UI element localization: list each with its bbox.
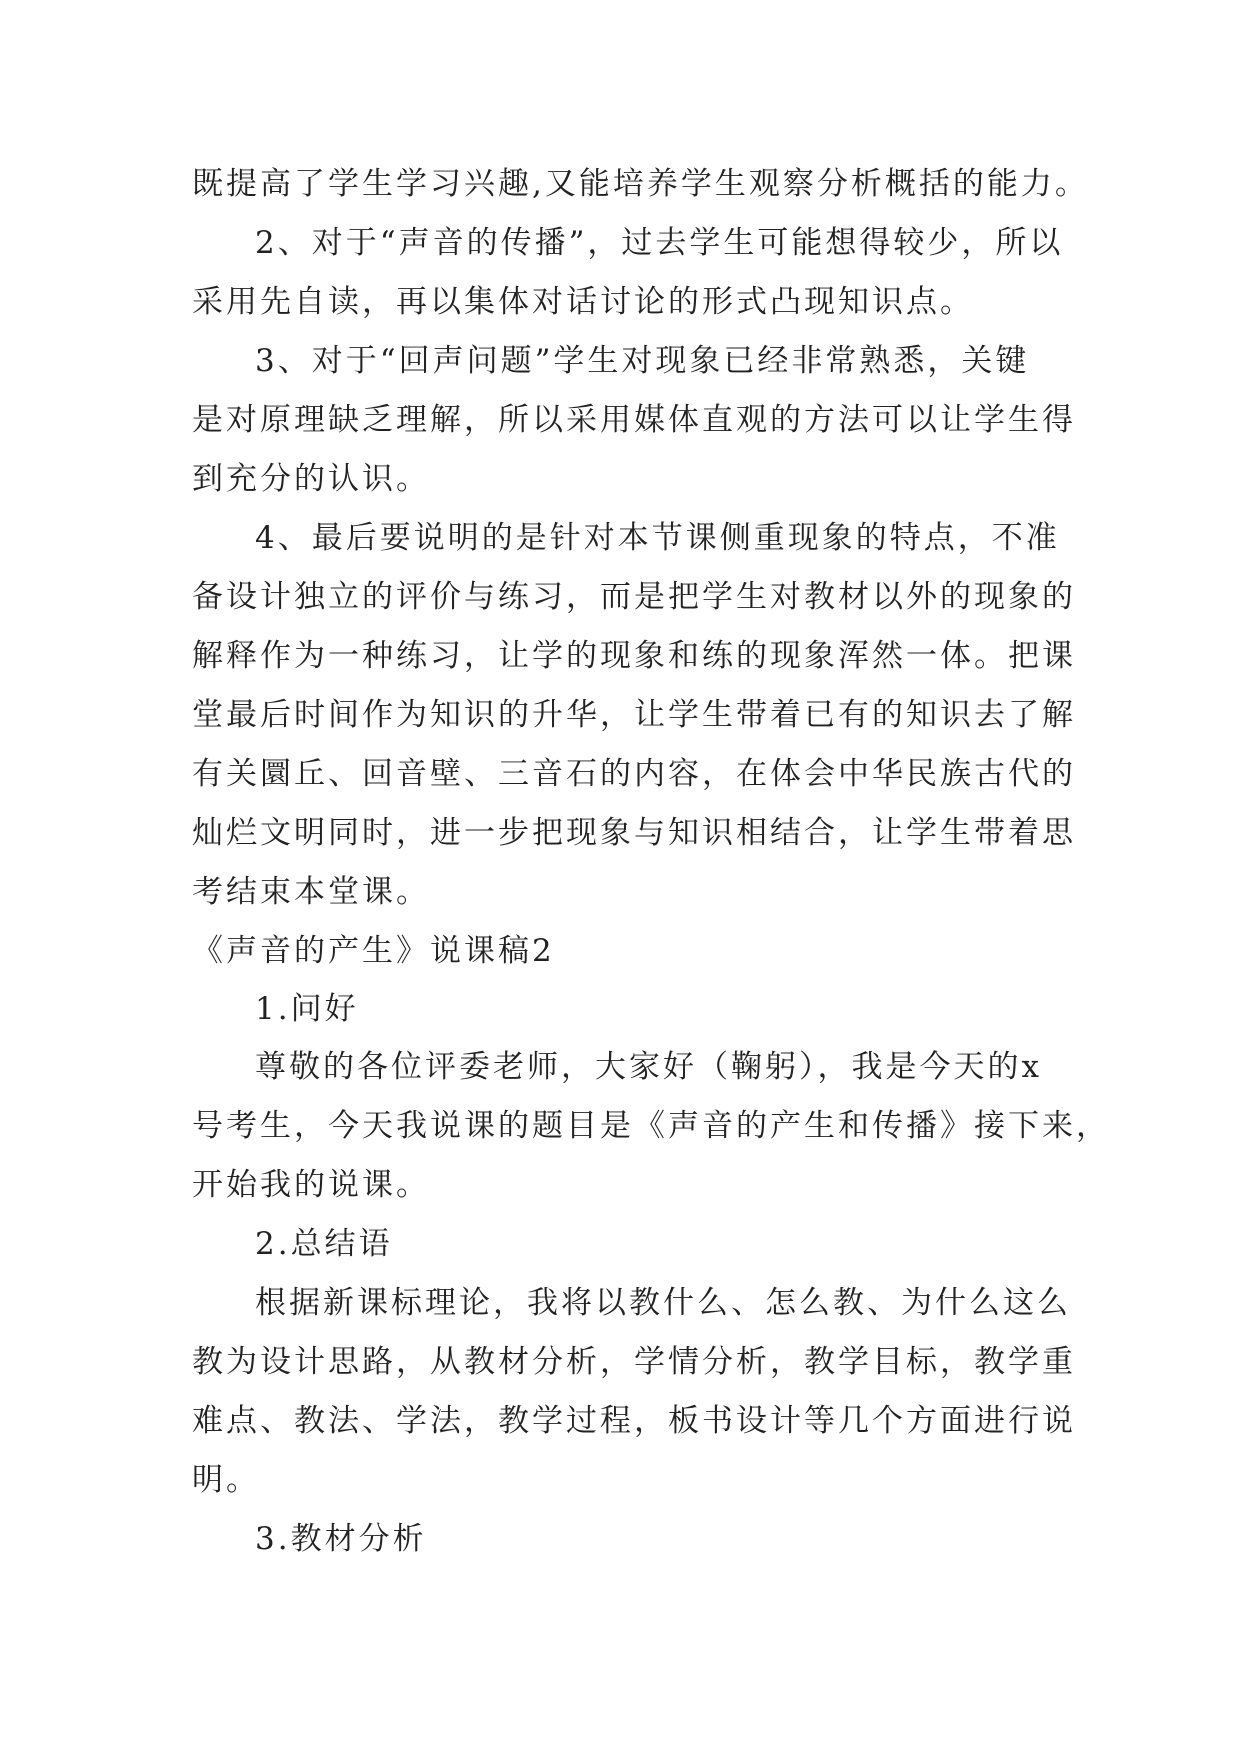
paragraph-line: 灿烂文明同时，进一步把现象与知识相结合，让学生带着思 xyxy=(192,815,1076,851)
paragraph-line: 2、对于“声音的传播”，过去学生可能想得较少，所以 xyxy=(255,225,1064,261)
paragraph-line: 到充分的认识。 xyxy=(192,461,430,497)
paragraph-line: 4、最后要说明的是针对本节课侧重现象的特点，不准 xyxy=(255,520,1060,556)
paragraph-line: 是对原理缺乏理解，所以采用媒体直观的方法可以让学生得 xyxy=(192,402,1076,438)
subheading: 2.总结语 xyxy=(255,1226,393,1262)
paragraph-line: 教为设计思路，从教材分析，学情分析，教学目标，教学重 xyxy=(192,1344,1076,1380)
document-body xyxy=(192,155,1122,1569)
subheading: 1.问好 xyxy=(255,991,359,1027)
paragraph-line: 有关圜丘、回音壁、三音石的内容，在体会中华民族古代的 xyxy=(192,756,1076,792)
subheading: 3.教材分析 xyxy=(255,1521,427,1557)
paragraph-line: 尊敬的各位评委老师，大家好（鞠躬），我是今天的x xyxy=(255,1049,1042,1085)
paragraph-line: 号考生，今天我说课的题目是《声音的产生和传播》接下来， xyxy=(192,1108,1110,1144)
paragraph-line: 备设计独立的评价与练习，而是把学生对教材以外的现象的 xyxy=(192,579,1076,615)
paragraph-line: 采用先自读，再以集体对话讨论的形式凸现知识点。 xyxy=(192,284,974,320)
paragraph-line: 根据新课标理论，我将以教什么、怎么教、为什么这么 xyxy=(255,1285,1071,1321)
paragraph-line: 难点、教法、学法，教学过程，板书设计等几个方面进行说 xyxy=(192,1403,1076,1439)
paragraph-line: 3、对于“回声问题”学生对现象已经非常熟悉，关键 xyxy=(255,343,1030,379)
paragraph-line: 开始我的说课。 xyxy=(192,1167,430,1203)
paragraph-line: 考结束本堂课。 xyxy=(192,874,430,910)
paragraph-line: 堂最后时间作为知识的升华，让学生带着已有的知识去了解 xyxy=(192,697,1076,733)
paragraph-line: 明。 xyxy=(192,1462,260,1498)
section-heading: 《声音的产生》说课稿2 xyxy=(192,933,555,969)
paragraph-line: 解释作为一种练习，让学的现象和练的现象浑然一体。把课 xyxy=(192,638,1076,674)
paragraph-line: 既提高了学生学习兴趣,又能培养学生观察分析概括的能力。 xyxy=(192,166,1089,202)
